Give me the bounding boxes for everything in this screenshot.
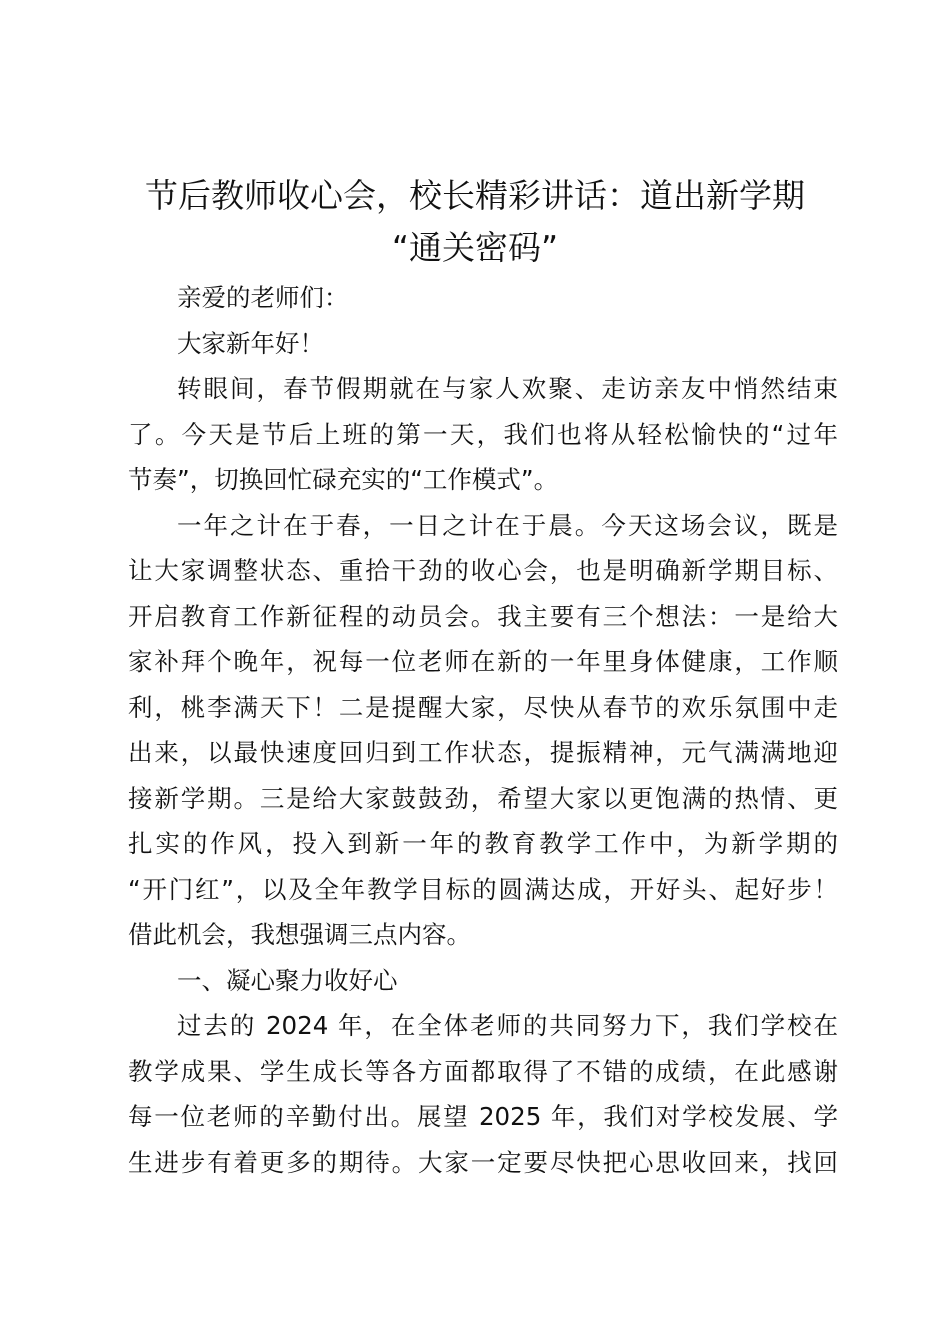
paragraph-line: 借此机会，我想强调三点内容。: [128, 920, 471, 949]
title-line-1: 节后教师收心会，校长精彩讲话：道出新学期: [145, 176, 805, 215]
paragraph-line: 开启教育工作新征程的动员会。我主要有三个想法：一是给大: [128, 601, 838, 631]
document-body: [128, 275, 838, 1185]
paragraph-line: 让大家调整状态、重拾干劲的收心会，也是明确新学期目标、: [128, 556, 838, 585]
paragraph-line: 大家新年好！: [177, 328, 324, 358]
paragraph-line: 接新学期。三是给大家鼓鼓劲，希望大家以更饱满的热情、更: [128, 783, 838, 813]
paragraph-line: 教学成果、学生成长等各方面都取得了不错的成绩，在此感谢: [128, 1056, 838, 1086]
paragraph-line: 利，桃李满天下！二是提醒大家，尽快从春节的欢乐氛围中走: [128, 692, 838, 722]
paragraph-line: 节奏”，切换回忙碌充实的“工作模式”。: [128, 465, 559, 494]
paragraph-line: 转眼间，春节假期就在与家人欢聚、走访亲友中悄然结束: [177, 374, 838, 403]
paragraph-line: “开门红”，以及全年教学目标的圆满达成，开好头、起好步！: [128, 874, 838, 904]
paragraph-line: 扎实的作风，投入到新一年的教育教学工作中，为新学期的: [128, 829, 838, 858]
paragraph-line: 了。今天是节后上班的第一天，我们也将从轻松愉快的“过年: [128, 419, 838, 449]
paragraph-line: 出来，以最快速度回归到工作状态，提振精神，元气满满地迎: [128, 738, 838, 767]
paragraph-line: 亲爱的老师们：: [177, 283, 349, 312]
paragraph-line: 生进步有着更多的期待。大家一定要尽快把心思收回来，找回: [128, 1147, 838, 1177]
paragraph-line: 家补拜个晚年，祝每一位老师在新的一年里身体健康，工作顺: [128, 647, 838, 676]
title-line-2: “通关密码”: [391, 228, 559, 267]
document-title: [118, 170, 832, 274]
paragraph-line: 一、凝心聚力收好心: [177, 965, 398, 995]
paragraph-line: 过去的 2024 年，在全体老师的共同努力下，我们学校在: [177, 1011, 838, 1040]
paragraph-line: 每一位老师的辛勤付出。展望 2025 年，我们对学校发展、学: [128, 1102, 838, 1131]
paragraph-line: 一年之计在于春，一日之计在于晨。今天这场会议，既是: [177, 510, 838, 540]
